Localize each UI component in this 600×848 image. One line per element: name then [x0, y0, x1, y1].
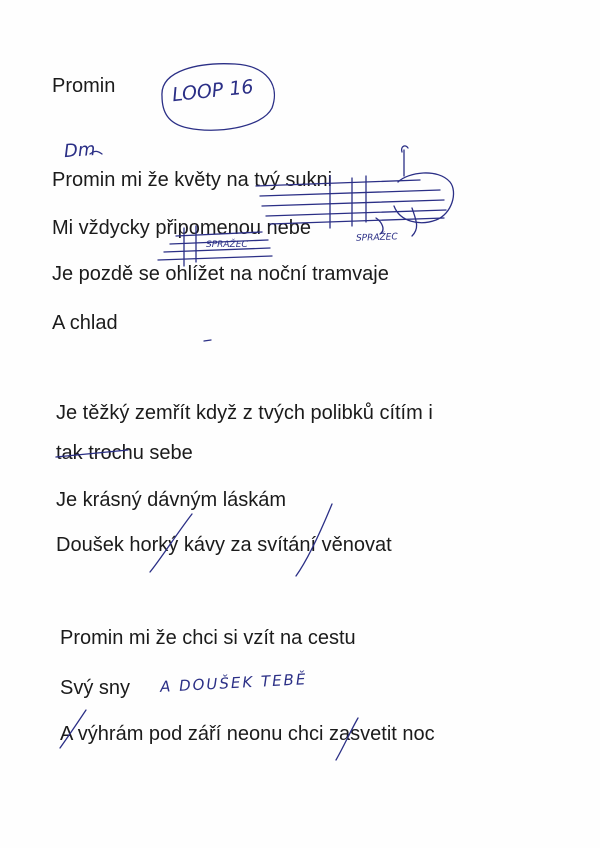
lyric-line: Promin mi že chci si vzít na cestu: [60, 627, 356, 649]
spread-note-right: SPRAŽEC: [355, 232, 398, 244]
staff-lines: [158, 256, 272, 260]
page-title: Promin: [52, 75, 116, 97]
lyric-line: tak trochu sebe: [56, 442, 193, 464]
dash-mark: [204, 340, 211, 341]
fork-mark: [402, 146, 408, 176]
lyric-line: Je těžký zemřít když z tvých polibků cítím i: [56, 402, 433, 424]
lyric-line: A výhrám pod září neonu chci zasvetit noc: [60, 723, 435, 745]
lyric-line: Svý sny: [60, 677, 131, 699]
lyric-line: Je pozdě se ohlížet na noční tramvaje: [52, 263, 389, 285]
lyric-line: Mi vždycky připomenou nebe: [52, 217, 312, 239]
circled-note: LOOP 16: [171, 75, 255, 107]
lyric-line: Doušek horký kávy za svítání věnovat: [56, 534, 392, 556]
guitar-sketch: [412, 208, 417, 236]
insertion-note: A DOUŠEK TEBĚ: [159, 670, 308, 696]
margin-mark: Dm: [63, 138, 97, 163]
spread-note-left: SPRAŽEC: [206, 240, 248, 250]
guitar-sketch: [376, 218, 383, 234]
guitar-sketch: [394, 173, 454, 223]
staff-lines: [262, 200, 444, 206]
lyric-line: Je krásný dávným láskám: [56, 489, 287, 511]
lyric-line: A chlad: [52, 312, 118, 334]
lyric-line: Promin mi že květy na tvý sukni: [52, 169, 333, 191]
